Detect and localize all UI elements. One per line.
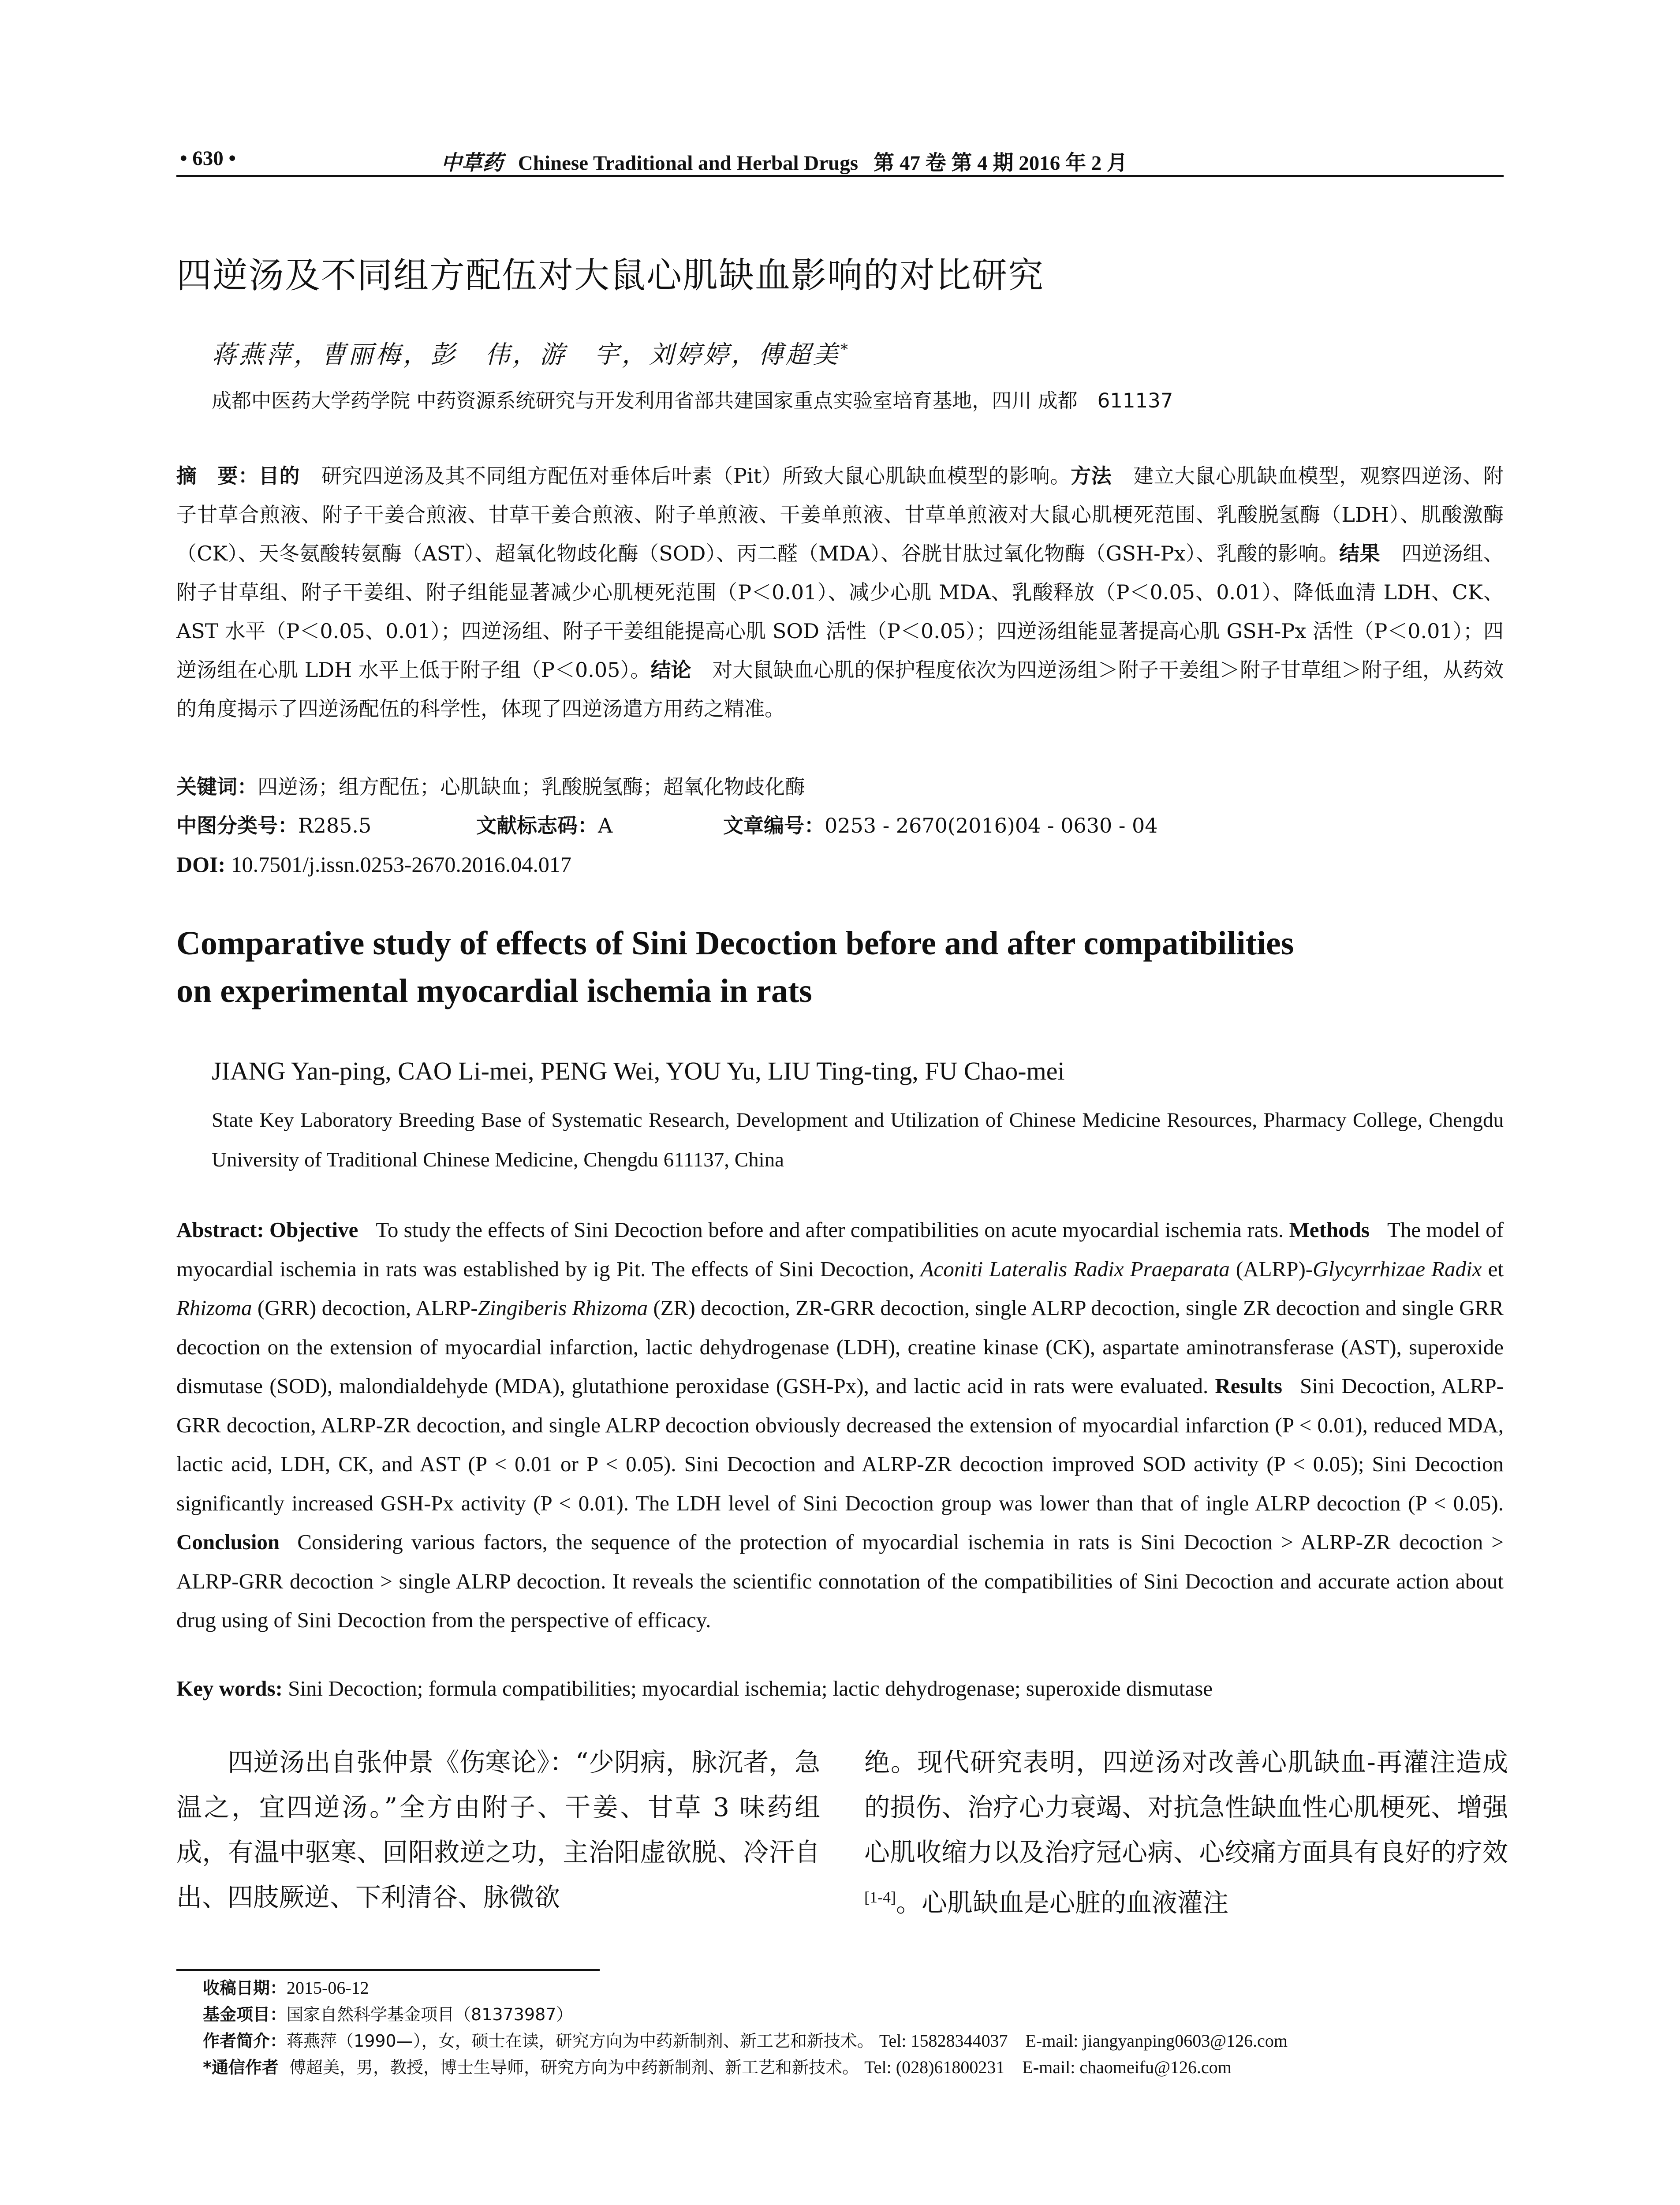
en-methods-a: The model of myocardial ischemia in rats was established by ig Pit. The effects of Sini Decoction, — [176, 1218, 1504, 1281]
author-label: 作者简介： — [203, 2031, 287, 2051]
received-date: 2015-06-12 — [287, 1978, 369, 1998]
cn-conclusion-label: 结论 — [650, 658, 691, 682]
body-text-left: 四逆汤出自张仲景《伤寒论》：“少阴病，脉沉者，急温之，宜四逆汤。”全方由附子、干姜、甘草 3 味药组成，有温中驱寒、回阳救逆之功，主治阳虚欲脱、冷汗自出、四肢厥逆、下利清谷、脉微欲 — [176, 1747, 820, 1912]
cn-methods: 建立大鼠心肌缺血模型，观察四逆汤、附子甘草合煎液、附子干姜合煎液、甘草干姜合煎液、附子单煎液、干姜单煎液、甘草单煎液对大鼠心肌梗死范围、乳酸脱氢酶（LDH）、肌酸激酶（CK）、天冬氨酸转氨酶（AST）、超氧化物歧化酶（SOD）、丙二醛（MDA）、谷胱甘肽过氧化物酶（GSH-Px）、乳酸的影响。 — [176, 464, 1504, 565]
cn-results: 四逆汤组、附子甘草组、附子干姜组、附子组能显著减少心肌梗死范围（P＜0.01）、减少心肌 MDA、乳酸释放（P＜0.05、0.01）、降低血清 LDH、CK、AST 水平（P＜0.05、0.01）；四逆汤组、附子干姜组能提高心肌 SOD 活性（P＜0.05）；四逆汤组能显著提高心肌 GSH-Px 活性（P＜0.01）；四逆汤组在心肌 LDH 水平上低于附子组（P＜0.05）。 — [176, 542, 1504, 682]
footnote-fund — [203, 2001, 1504, 2028]
page-number: • 630 • — [180, 147, 236, 170]
en-objective-label: Objective — [269, 1218, 358, 1242]
doi-label: DOI: — [176, 852, 226, 877]
body-column-right — [864, 1740, 1508, 1925]
corresponding-contact: Tel: (028)61800231 E-mail: chaomeifu@126.com — [864, 2057, 1232, 2077]
en-conclusion: Considering various factors, the sequence of the protection of myocardial ischemia in rats is Sini Decoction > ALRP-ZR decoction > ALRP-GRR decoction > single ALRP decoction. It reveals the scientific connotation of the compatibilities of Sini Decoction and accurate action about drug using of Sini Decoction from the perspective of efficacy. — [176, 1530, 1504, 1632]
body-text-right-b: 。心肌缺血是心脏的血液灌注 — [896, 1887, 1228, 1918]
journal-logo-cn: 中草药 — [441, 151, 503, 175]
en-title — [176, 919, 1504, 1015]
article-no-value: 0253 - 2670(2016)04 - 0630 - 04 — [825, 814, 1158, 837]
en-affiliation: State Key Laboratory Breeding Base of Systematic Research, Development and Utilization of Chinese Medicine Resources, Pharmacy College, Chengdu University of Traditional Chinese Medicine, Chengdu 611137, China — [212, 1109, 1504, 1171]
en-keywords-row — [176, 1676, 1504, 1701]
cn-classification-row — [176, 806, 1504, 845]
running-header — [176, 140, 1504, 176]
journal-line — [441, 146, 1127, 176]
doc-code-label: 文献标志码： — [476, 814, 598, 837]
herb-name-4: Zingiberis Rhizoma — [478, 1296, 648, 1320]
cn-objective: 研究四逆汤及其不同组方配伍对垂体后叶素（Pit）所致大鼠心肌缺血模型的影响。 — [321, 464, 1071, 488]
en-methods-label: Methods — [1289, 1218, 1370, 1242]
cn-results-label: 结果 — [1339, 542, 1380, 565]
citation-ref[interactable]: [1-4] — [864, 1888, 896, 1906]
doi-row — [176, 845, 1504, 884]
cn-author-list: 蒋燕萍，曹丽梅，彭 伟，游 宇，刘婷婷，傅超美 — [212, 340, 840, 369]
en-keywords-label: Key words: — [176, 1676, 283, 1700]
cn-keywords-label: 关键词： — [176, 775, 258, 799]
en-title-line-1: Comparative study of effects of Sini Decoction before and after compatibilities — [176, 925, 1294, 962]
cn-objective-label: 目的 — [258, 464, 300, 488]
doc-code-value: A — [598, 814, 613, 837]
body-column-left — [176, 1740, 820, 1920]
en-authors: JIANG Yan-ping, CAO Li-mei, PENG Wei, YOU Yu, LIU Ting-ting, FU Chao-mei — [212, 1057, 1065, 1085]
en-abstract-label: Abstract: — [176, 1218, 264, 1242]
corresponding-bio: 傅超美，男，教授，博士生导师，研究方向为中药新制剂、新工艺和新技术。 — [289, 2058, 859, 2077]
cn-keywords-row — [176, 767, 1504, 806]
author-bio: 蒋燕萍（1990—），女，硕士在读，研究方向为中药新制剂、新工艺和新技术。 — [287, 2031, 874, 2051]
en-abstract — [176, 1211, 1504, 1640]
herb-name-3: Rhizoma — [176, 1296, 252, 1320]
header-rule — [176, 175, 1504, 177]
author-contact: Tel: 15828344037 E-mail: jiangyanping0603@126.com — [879, 2031, 1288, 2051]
cn-title: 四逆汤及不同组方配伍对大鼠心肌缺血影响的对比研究 — [176, 255, 1044, 296]
footnotes — [203, 1975, 1504, 2081]
en-methods-b: (ALRP)- — [1229, 1256, 1313, 1281]
journal-name-en: Chinese Traditional and Herbal Drugs — [518, 152, 859, 175]
fund-label: 基金项目： — [203, 2005, 287, 2024]
clc-value: R285.5 — [298, 814, 372, 837]
body-text-right-a: 绝。现代研究表明，四逆汤对改善心肌缺血-再灌注造成的损伤、治疗心力衰竭、对抗急性缺血性心肌梗死、增强心肌收缩力以及治疗冠心病、心绞痛方面具有良好的疗效 — [864, 1747, 1508, 1867]
corresponding-mark: * — [840, 340, 851, 359]
footnote-rule — [176, 1969, 600, 1971]
fund-value: 国家自然科学基金项目（81373987） — [287, 2005, 573, 2024]
doi-value[interactable]: 10.7501/j.issn.0253-2670.2016.04.017 — [231, 852, 571, 877]
received-label: 收稿日期： — [203, 1978, 287, 1998]
cn-meta — [176, 767, 1504, 884]
herb-name-2: Glycyrrhizae Radix — [1313, 1256, 1482, 1281]
footnote-corresponding — [203, 2054, 1504, 2081]
en-methods-d: (GRR) decoction, ALRP- — [252, 1296, 478, 1320]
en-methods-c: et — [1482, 1256, 1504, 1281]
footnote-received — [203, 1975, 1504, 2001]
en-methods-e: (ZR) decoction, ZR-GRR decoction, single ALRP decoction, single ZR decoction and single GRR decoction on the extension of myocardial infarction, lactic dehydrogenase (LDH), creatine kinase (CK), aspartate aminotransferase (AST), superoxide dismutase (SOD), malondialdehyde (MDA), glutathione peroxidase (GSH-Px), and lactic acid in rats were evaluated. — [176, 1296, 1504, 1398]
en-results-label: Results — [1215, 1374, 1282, 1398]
cn-abstract-label: 摘 要： — [176, 464, 259, 488]
en-objective: To study the effects of Sini Decoction before and after compatibilities on acute myocardial ischemia rats. — [376, 1218, 1284, 1242]
cn-abstract — [176, 456, 1504, 728]
cn-affiliation: 成都中医药大学药学院 中药资源系统研究与开发利用省部共建国家重点实验室培育基地，四川 成都 611137 — [212, 389, 1173, 412]
en-results: Sini Decoction, ALRP-GRR decoction, ALRP-ZR decoction, and single ALRP decoction obviously decreased the extension of myocardial infarction (P < 0.01), reduced MDA, lactic acid, LDH, CK, and AST (P < 0.01 or P < 0.05). Sini Decoction and ALRP-ZR decoction improved SOD activity (P < 0.05); Sini Decoction significantly increased GSH-Px activity (P < 0.01). The LDH level of Sini Decoction group was lower than that of ingle ALRP decoction (P < 0.05). — [176, 1374, 1504, 1515]
footnote-author — [203, 2028, 1504, 2054]
clc-label: 中图分类号： — [176, 814, 298, 837]
article-no-label: 文章编号： — [723, 814, 825, 837]
en-conclusion-label: Conclusion — [176, 1530, 280, 1554]
corresponding-label: *通信作者 — [203, 2058, 279, 2077]
cn-authors — [212, 335, 851, 370]
en-title-line-2: on experimental myocardial ischemia in rats — [176, 972, 812, 1009]
cn-keywords: 四逆汤；组方配伍；心肌缺血；乳酸脱氢酶；超氧化物歧化酶 — [258, 775, 805, 799]
en-keywords: Sini Decoction; formula compatibilities; myocardial ischemia; lactic dehydrogenase; superoxide dismutase — [288, 1676, 1213, 1700]
journal-issue: 第 47 卷 第 4 期 2016 年 2 月 — [874, 152, 1128, 175]
herb-name-1: Aconiti Lateralis Radix Praeparata — [920, 1256, 1230, 1281]
cn-conclusion: 对大鼠缺血心肌的保护程度依次为四逆汤组＞附子干姜组＞附子甘草组＞附子组，从药效的角度揭示了四逆汤配伍的科学性，体现了四逆汤遣方用药之精准。 — [176, 658, 1504, 721]
cn-methods-label: 方法 — [1071, 464, 1112, 488]
